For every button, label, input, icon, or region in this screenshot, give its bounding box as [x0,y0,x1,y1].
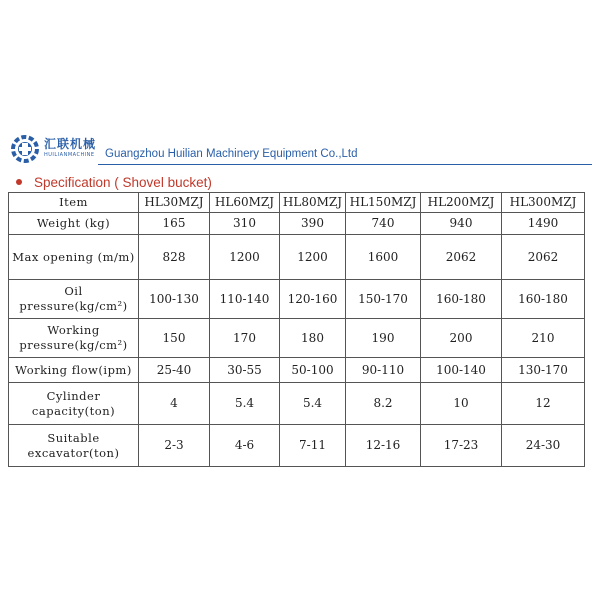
table-cell: 940 [421,213,502,235]
row-label-text: Weight (kg) [36,216,111,230]
table-row [9,280,585,319]
header-cell: HL60MZJ [210,193,280,213]
table-cell: 740 [346,213,421,235]
company-header [8,132,592,168]
table-cell: 5.4 [280,383,346,425]
table-cell: 2062 [421,235,502,280]
header-cell: HL300MZJ [502,193,585,213]
table-cell: 110-140 [210,280,280,319]
table-cell: 120-160 [280,280,346,319]
bullet-icon [16,179,22,185]
row-label-text: Suitable [47,430,100,445]
row-label [9,319,139,358]
row-label-text: pressure(kg/cm²) [19,299,128,313]
row-label-text: Working [47,323,100,337]
logo-english-text: HUILIANMACHINE [44,152,95,158]
row-label [9,280,139,319]
header-cell: Item [9,193,139,213]
row-label-text: capacity(ton) [31,403,116,418]
table-cell: 25-40 [139,358,210,383]
row-label [9,425,139,467]
table-cell: 190 [346,319,421,358]
table-cell: 160-180 [502,280,585,319]
table-cell: 130-170 [502,358,585,383]
table-row [9,319,585,358]
table-cell: 160-180 [421,280,502,319]
table-row [9,358,585,383]
row-label-text: Cylinder [46,388,101,403]
table-cell: 165 [139,213,210,235]
row-label [9,213,139,235]
table-cell: 90-110 [346,358,421,383]
table-cell: 1200 [280,235,346,280]
table-cell: 4-6 [210,425,280,467]
table-cell: 2062 [502,235,585,280]
header-cell: HL30MZJ [139,193,210,213]
row-label [9,383,139,425]
row-label-text: Oil [64,284,83,298]
table-cell: 390 [280,213,346,235]
spec-heading [16,173,212,191]
table-cell: 1490 [502,213,585,235]
table-cell: 24-30 [502,425,585,467]
company-name: Guangzhou Huilian Machinery Equipment Co.,Ltd [105,148,358,160]
table-cell: 12 [502,383,585,425]
table-cell: 8.2 [346,383,421,425]
table-cell: 150 [139,319,210,358]
table-cell: 180 [280,319,346,358]
table-row [9,383,585,425]
table-cell: 100-130 [139,280,210,319]
table-cell: 17-23 [421,425,502,467]
table-cell: 4 [139,383,210,425]
table-cell: 10 [421,383,502,425]
table-row [9,213,585,235]
table-cell: 12-16 [346,425,421,467]
header-cell: HL80MZJ [280,193,346,213]
table-cell: 2-3 [139,425,210,467]
table-cell: 1200 [210,235,280,280]
header-cell: HL150MZJ [346,193,421,213]
spec-heading-text: Specification ( Shovel bucket) [34,174,212,190]
row-label-text: excavator(ton) [27,445,120,460]
table-cell: 200 [421,319,502,358]
row-label [9,235,139,280]
table-cell: 310 [210,213,280,235]
table-cell: 50-100 [280,358,346,383]
row-label [9,358,139,383]
table-cell: 100-140 [421,358,502,383]
company-logo-icon [10,134,40,164]
spec-table [8,192,585,467]
table-row [9,235,585,280]
table-cell: 828 [139,235,210,280]
table-row [9,425,585,467]
table-cell: 30-55 [210,358,280,383]
row-label-text: pressure(kg/cm²) [19,338,128,352]
row-label-text: Working flow(ipm) [15,362,132,377]
table-header-row [9,193,585,213]
table-cell: 150-170 [346,280,421,319]
table-cell: 210 [502,319,585,358]
logo-chinese-text: 汇联机械 [44,137,97,151]
table-cell: 170 [210,319,280,358]
header-cell: HL200MZJ [421,193,502,213]
table-cell: 5.4 [210,383,280,425]
header-divider [98,164,592,165]
row-label-text: Max opening (m/m) [12,249,135,264]
table-cell: 7-11 [280,425,346,467]
table-cell: 1600 [346,235,421,280]
